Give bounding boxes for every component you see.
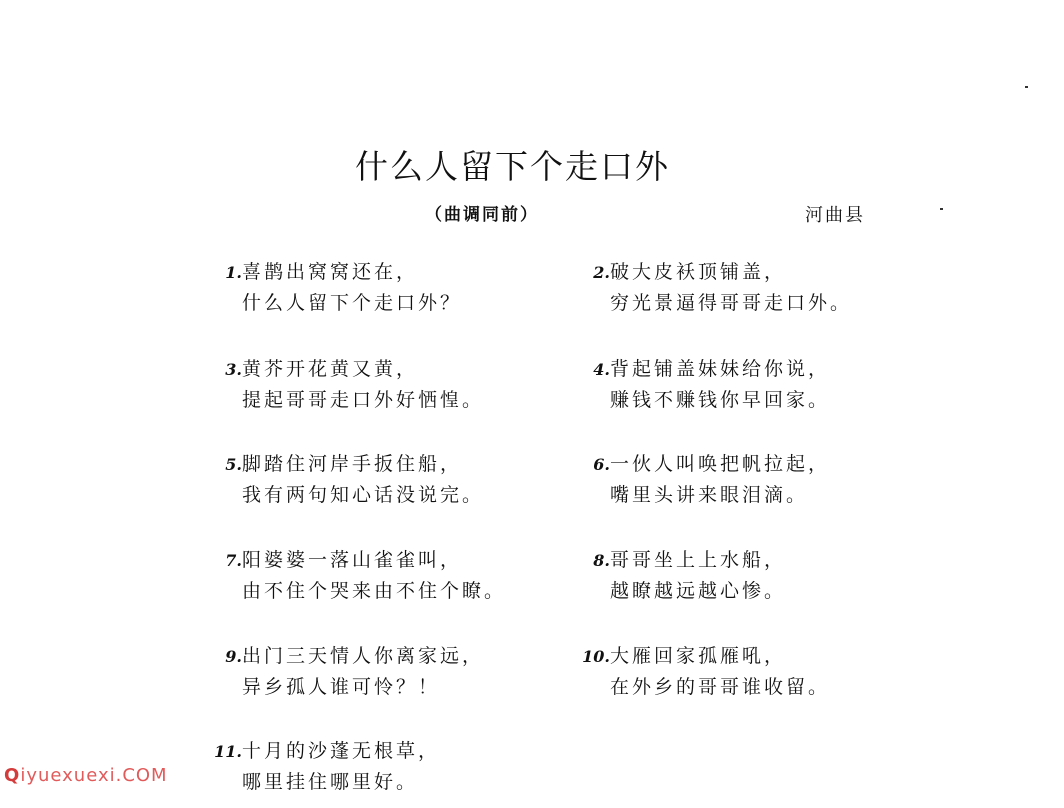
verse-line	[0, 480, 830, 511]
verse-text: 什么人留下个走口外？	[242, 292, 463, 314]
verse-number: 1.	[225, 263, 242, 282]
verse-number: 9.	[225, 647, 242, 666]
verse-line	[0, 449, 830, 480]
verse-text: 哪里挂住哪里好。	[242, 771, 419, 793]
verse-text: 脚踏住河岸手扳住船，	[242, 453, 463, 475]
verse-number: 10.	[582, 647, 610, 666]
verse-line	[0, 576, 786, 607]
verse-text: 黄芥开花黄又黄，	[242, 358, 419, 380]
scan-speck-right	[940, 208, 943, 210]
verse-6	[0, 449, 830, 511]
region-label: 河曲县	[805, 205, 865, 226]
watermark-text: iyuexuexi.COM	[20, 765, 168, 786]
verse-line	[0, 288, 852, 319]
verse-text: 哥哥坐上上水船，	[610, 549, 787, 571]
verse-number: 2.	[593, 263, 610, 282]
verse-text: 喜鹊出窝窝还在，	[242, 261, 419, 283]
verse-text: 异乡孤人谁可怜？！	[242, 676, 441, 698]
verse-text: 在外乡的哥哥谁收留。	[610, 676, 831, 698]
verse-number: 6.	[593, 455, 610, 474]
verse-text: 十月的沙蓬无根草，	[242, 740, 441, 762]
verse-number: 7.	[225, 551, 242, 570]
verse-text: 大雁回家孤雁吼，	[610, 645, 787, 667]
watermark-logo-letter: Q	[4, 765, 21, 786]
verse-line	[0, 672, 830, 703]
verse-8	[0, 545, 786, 607]
verse-10	[0, 641, 830, 703]
verse-number: 5.	[225, 455, 242, 474]
site-watermark	[4, 765, 168, 786]
verse-line	[0, 545, 786, 576]
verse-line	[0, 385, 830, 416]
verse-number: 4.	[593, 360, 610, 379]
verse-text: 越瞭越远越心惨。	[610, 580, 787, 602]
verse-line	[0, 354, 830, 385]
verse-line	[0, 641, 830, 672]
verse-text: 穷光景逼得哥哥走口外。	[610, 292, 853, 314]
song-title: 什么人留下个走口外	[355, 147, 670, 186]
tune-note: （曲调同前）	[425, 205, 539, 225]
verse-text: 我有两句知心话没说完。	[242, 484, 485, 506]
verse-line	[0, 736, 440, 767]
verse-number: 8.	[593, 551, 610, 570]
verse-4	[0, 354, 830, 416]
scan-speck-top-right	[1025, 86, 1028, 88]
verse-2	[0, 257, 852, 319]
verse-number: 11.	[214, 742, 242, 761]
verse-text: 嘴里头讲来眼泪滴。	[610, 484, 809, 506]
verse-text: 背起铺盖妹妹给你说，	[610, 358, 831, 380]
verse-number: 3.	[225, 360, 242, 379]
verse-text: 一伙人叫唤把帆拉起，	[610, 453, 831, 475]
verse-text: 由不住个哭来由不住个瞭。	[242, 580, 507, 602]
verse-text: 赚钱不赚钱你早回家。	[610, 389, 831, 411]
verse-text: 出门三天情人你离家远，	[242, 645, 485, 667]
verse-text: 破大皮袄顶铺盖，	[610, 261, 787, 283]
verse-text: 提起哥哥走口外好恓惶。	[242, 389, 485, 411]
verse-text: 阳婆婆一落山雀雀叫，	[242, 549, 463, 571]
verse-line	[0, 257, 852, 288]
